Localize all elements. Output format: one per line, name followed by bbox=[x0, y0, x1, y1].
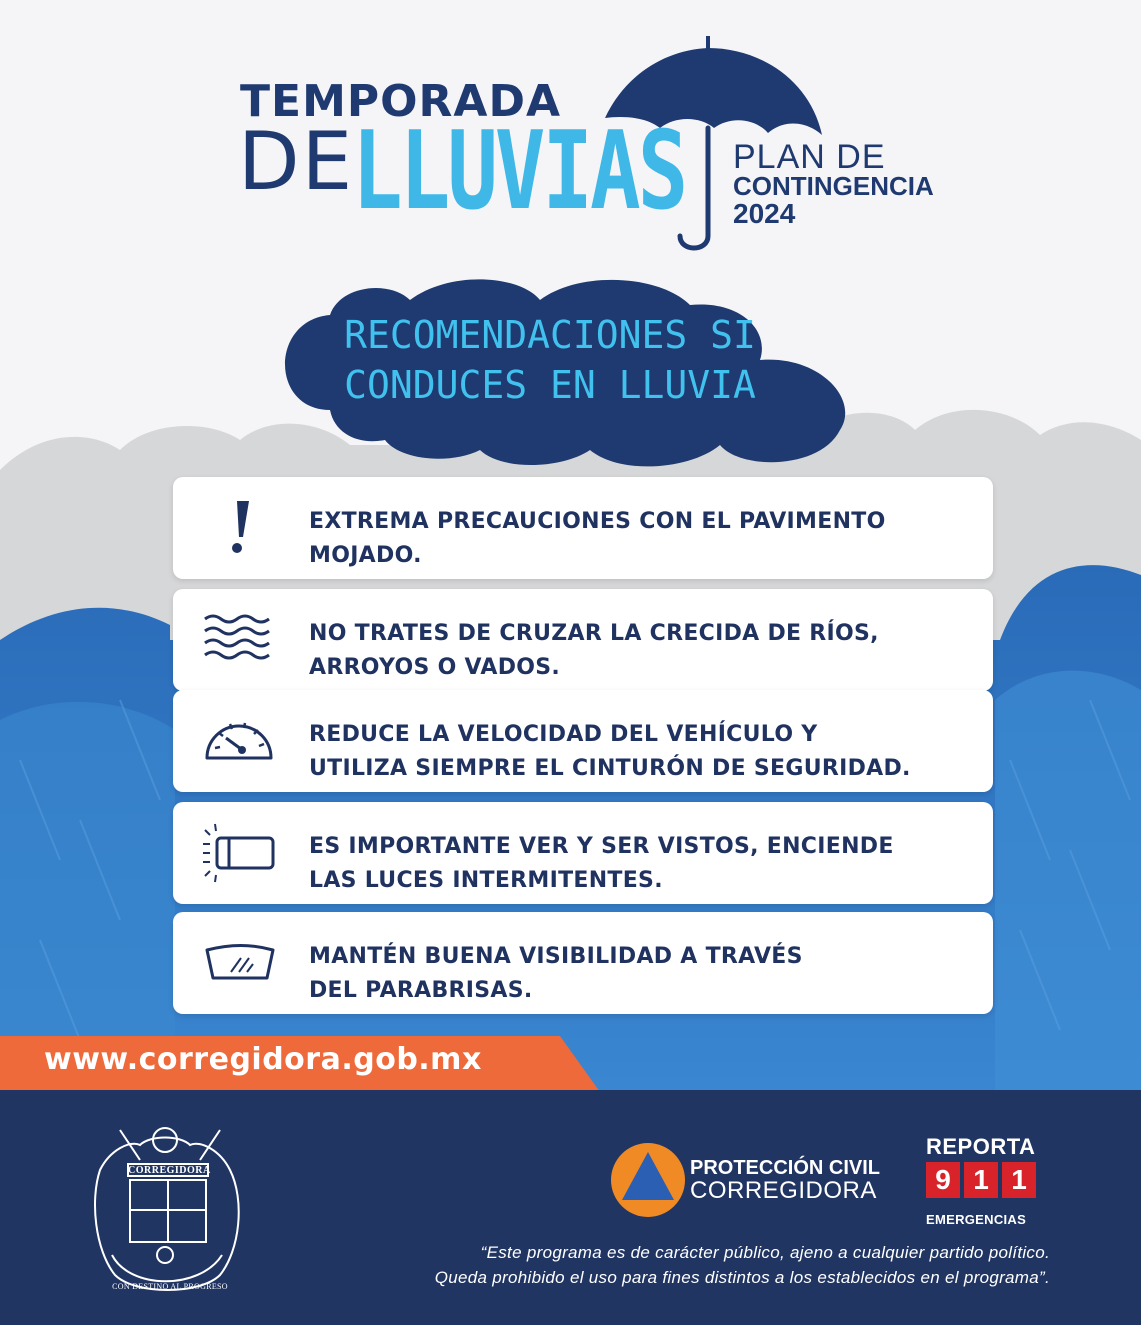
proteccion-civil-text: PROTECCIÓN CIVIL bbox=[690, 1157, 881, 1179]
plan-de-text: PLAN DE bbox=[733, 138, 886, 176]
recommendation-text: REDUCE LA VELOCIDAD DEL VEHÍCULO Y UTILIZA SIEMPRE EL CINTURÓN DE SEGURIDAD. bbox=[309, 722, 911, 781]
section-title-line2: CONDUCES EN LLUVIA bbox=[344, 363, 756, 407]
title-lluvias: LLUVIAS bbox=[352, 109, 686, 234]
disclaimer-line1: “Este programa es de carácter público, ajeno a cualquier partido político. bbox=[480, 1243, 1050, 1262]
corregidora-seal-icon bbox=[95, 1128, 239, 1290]
section-title-line1: RECOMENDACIONES SI bbox=[344, 313, 756, 357]
proteccion-civil-logo-icon bbox=[611, 1143, 685, 1217]
year-text: 2024 bbox=[733, 198, 796, 229]
emergencias-text: EMERGENCIAS bbox=[926, 1212, 1027, 1227]
contingencia-text: CONTINGENCIA bbox=[733, 171, 934, 201]
emergency-number[interactable] bbox=[926, 1162, 1036, 1198]
seal-motto-text: CON DESTINO AL PROGRESO bbox=[112, 1282, 228, 1291]
recommendation-text: MANTÉN BUENA VISIBILIDAD A TRAVÉS DEL PARABRISAS. bbox=[309, 944, 803, 1003]
disclaimer bbox=[250, 1240, 1050, 1290]
recommendation-text: ES IMPORTANTE VER Y SER VISTOS, ENCIENDE LAS LUCES INTERMITENTES. bbox=[309, 834, 894, 893]
corregidora-text: CORREGIDORA bbox=[690, 1177, 877, 1204]
title-de: DE bbox=[238, 115, 355, 208]
recommendation-text: NO TRATES DE CRUZAR LA CRECIDA DE RÍOS, ARROYOS O VADOS. bbox=[309, 621, 879, 680]
digit-1a: 1 bbox=[964, 1162, 998, 1198]
disclaimer-line2: Queda prohibido el uso para fines distintos a los establecidos en el programa”. bbox=[434, 1268, 1050, 1287]
website-link[interactable]: www.corregidora.gob.mx bbox=[44, 1042, 482, 1077]
digit-9: 9 bbox=[926, 1162, 960, 1198]
title-temporada: TEMPORADA bbox=[240, 76, 562, 127]
reporta-text: REPORTA bbox=[926, 1134, 1036, 1159]
recommendation-text: EXTREMA PRECAUCIONES CON EL PAVIMENTO MOJADO. bbox=[309, 509, 886, 568]
seal-banner-text: CORREGIDORA bbox=[128, 1165, 211, 1176]
digit-1b: 1 bbox=[1002, 1162, 1036, 1198]
